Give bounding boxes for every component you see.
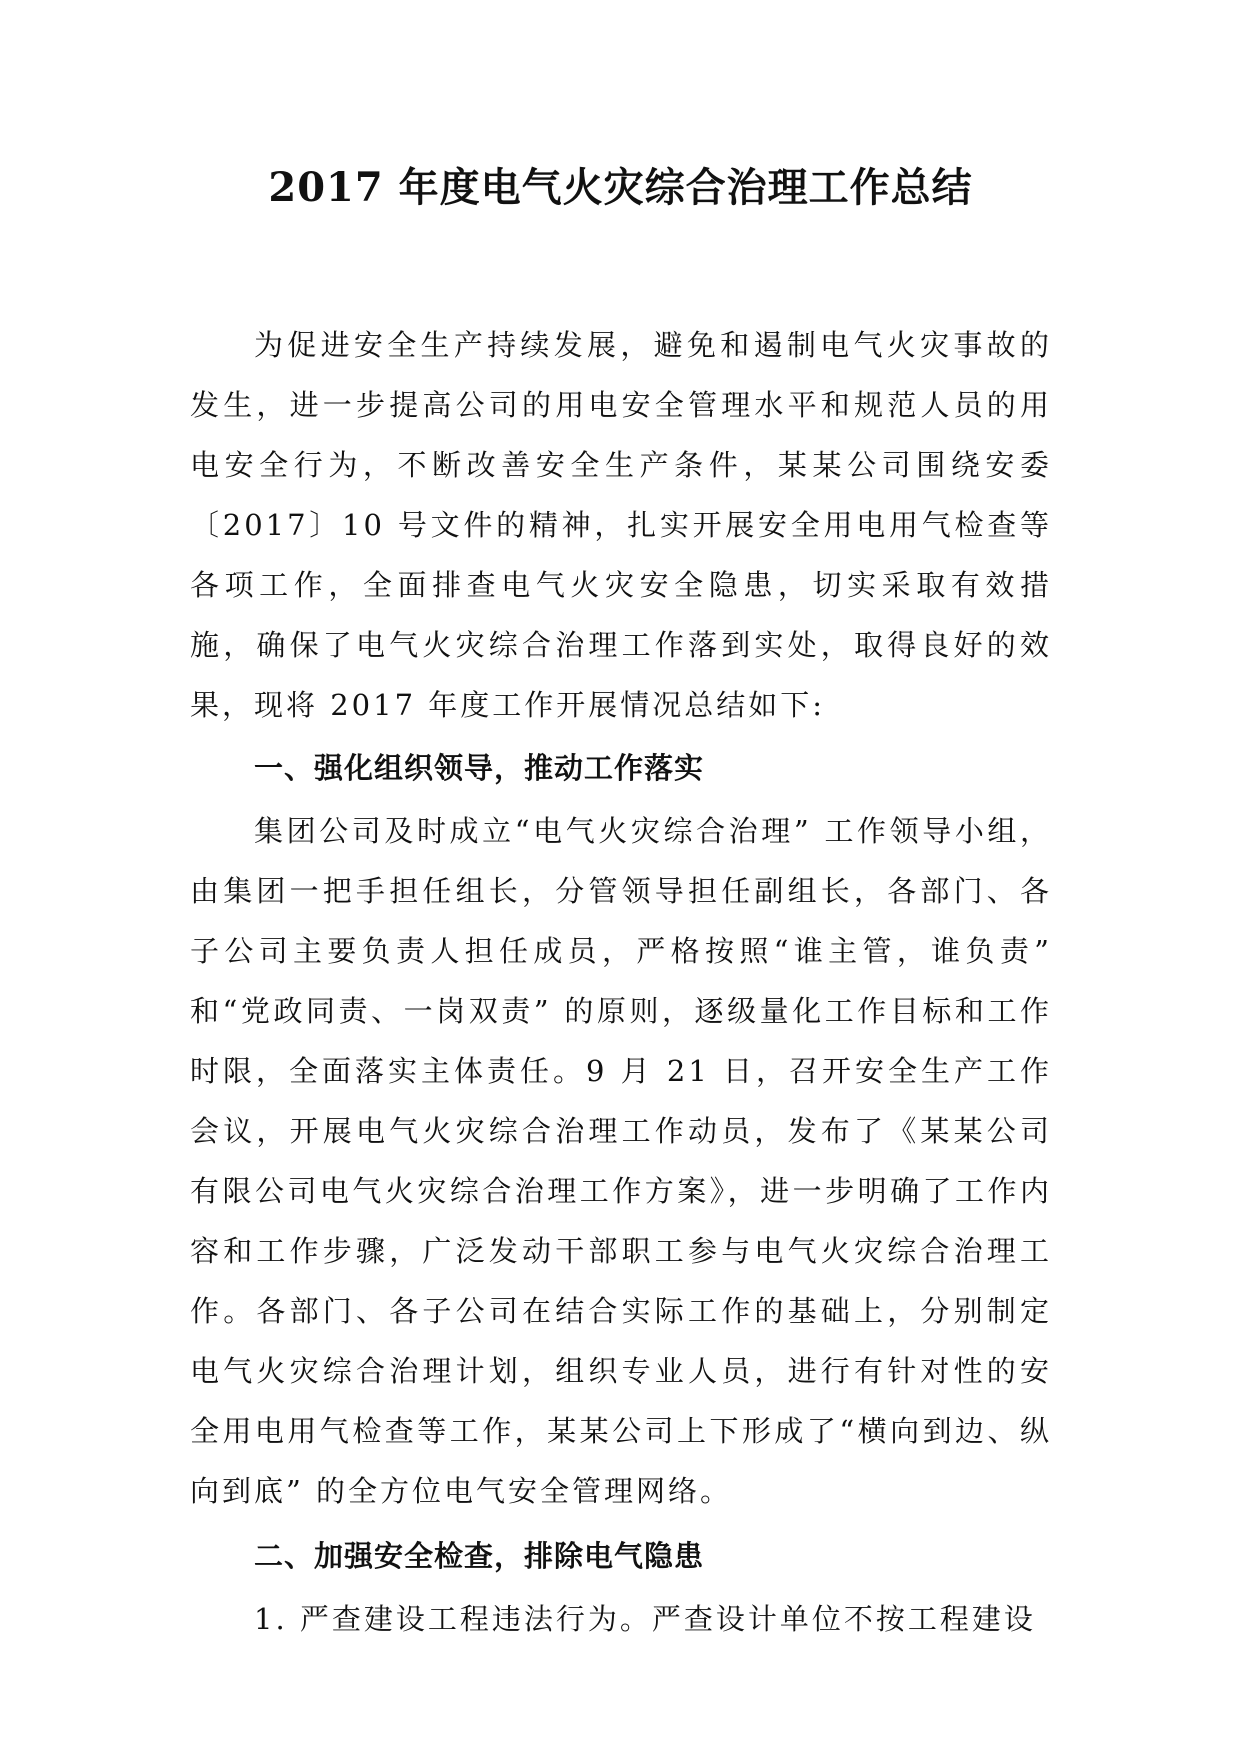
section-1-paragraph: 集团公司及时成立“电气火灾综合治理” 工作领导小组，由集团一把手担任组长，分管领导担任副组长，各部门、各子公司主要负责人担任成员，严格按照“谁主管，谁负责” 和“党政同责、一岗双责” 的原则，逐级量化工作目标和工作时限，全面落实主体责任。9 月 21 日，召开安全生产工作会议，开展电气火灾综合治理工作动员，发布了《某某公司有限公司电气火灾综合治理工作方案》，进一步明确了工作内容和工作步骤，广泛发动干部职工参与电气火灾综合治理工作。各部门、各子公司在结合实际工作的基础上，分别制定电气火灾综合治理计划，组织专业人员，进行有针对性的安全用电用气检查等工作，某某公司上下形成了“横向到边、纵向到底” 的全方位电气安全管理网络。 <box>190 814 1052 1508</box>
document-title: 2017 年度电气火灾综合治理工作总结 <box>268 164 973 211</box>
document-body <box>190 315 1052 1649</box>
section-2-item-1: 1. 严查建设工程违法行为。严查设计单位不按工程建设 <box>254 1602 1036 1636</box>
section-1-heading: 一、强化组织领导，推动工作落实 <box>254 751 705 785</box>
section-2-heading: 二、加强安全检查，排除电气隐患 <box>254 1539 705 1573</box>
intro-paragraph: 为促进安全生产持续发展，避免和遏制电气火灾事故的发生，进一步提高公司的用电安全管理水平和规范人员的用电安全行为，不断改善安全生产条件，某某公司围绕安委〔2017〕10 号文件的精神，扎实开展安全用电用气检查等各项工作，全面排查电气火灾安全隐患，切实采取有效措施，确保了电气火灾综合治理工作落到实处，取得良好的效果，现将 2017 年度工作开展情况总结如下: <box>190 328 1052 722</box>
